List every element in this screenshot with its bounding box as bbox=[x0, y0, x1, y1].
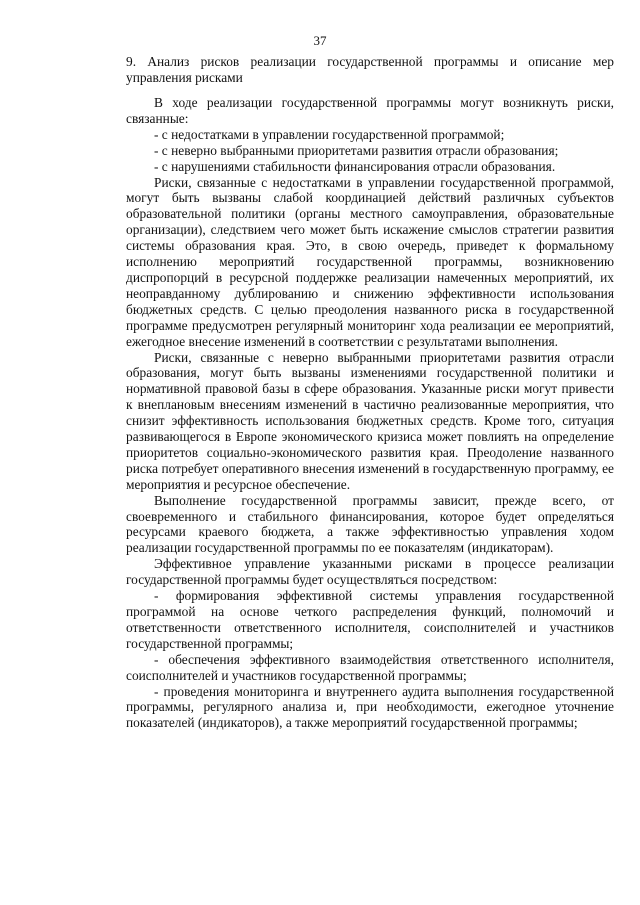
section-number: 9. bbox=[126, 54, 137, 69]
list-item-risk-financing: - с нарушениями стабильности финансирования отрасли образования. bbox=[154, 158, 556, 174]
paragraph-priority-risks: Риски, связанные с неверно выбранными приоритетами развития отрасли образования, могут быть вызваны изменениями государственной политики и нормативной правовой базы в сфере образования. Указанные риски могут привести к внеплановым внесениям изменений в частично реализованные мероприятия, что снизит эффективность использования бюджетных средств. Кроме того, ситуация развивающегося в Европе экономического кризиса может повлиять на определение приоритетов социально-экономического развития края. Преодоление названного риска потребует оперативного внесения изменений в государственную программу, ее мероприятия и ресурсное обеспечение. bbox=[126, 349, 614, 492]
list-item-management-system: - формирования эффективной системы управления государственной программой на основе четкого распределения функций, полномочий и ответственности ответственного исполнителя, соисполнителей и участников государственной программы; bbox=[126, 588, 614, 651]
paragraph-effective-management: Эффективное управление указанными рисками в процессе реализации государственной программы будет осуществляться посредством: bbox=[126, 556, 614, 588]
paragraph-intro: В ходе реализации государственной программы могут возникнуть риски, связанные: bbox=[126, 95, 614, 126]
list-item-risk-management: - с недостатками в управлении государственной программой; bbox=[154, 126, 505, 142]
section-heading bbox=[126, 54, 614, 85]
page-number: 37 bbox=[313, 33, 327, 48]
list-item-interaction: - обеспечения эффективного взаимодействия ответственного исполнителя, соисполнителей и участников государственной программы; bbox=[126, 651, 614, 683]
document-body bbox=[126, 95, 614, 731]
list-item-monitoring: - проведения мониторинга и внутреннего аудита выполнения государственной программы, регулярного анализа и, при необходимости, ежегодное уточнение показателей (индикаторов), а также мероприятий государственной программы; bbox=[126, 683, 614, 731]
paragraph-management-risks: Риски, связанные с недостатками в управлении государственной программой, могут быть вызваны слабой координацией действий различных субъектов образовательной политики (органы местного самоуправления, образовательные организации), следствием чего может быть искажение смыслов стратегии развития системы образования края. Это, в свою очередь, приведет к формальному исполнению мероприятий государственной программы, возникновению диспропорций в ресурсной поддержке реализации намеченных мероприятий, их неоправданному дублированию и снижению эффективности использования бюджетных средств. С целью преодоления названного риска в государственной программе предусмотрен регулярный мониторинг хода реализации ее мероприятий, ежегодное внесение изменений в соответствии с результатами выполнения. bbox=[126, 174, 614, 349]
section-title: Анализ рисков реализации государственной программы и описание мер управления рисками bbox=[126, 54, 614, 85]
list-item-risk-priorities: - с неверно выбранными приоритетами развития отрасли образования; bbox=[154, 142, 559, 158]
paragraph-financing: Выполнение государственной программы зависит, прежде всего, от своевременного и стабильного финансирования, которое будет определяться ресурсами краевого бюджета, а также эффективностью управления ходом реализации государственной программы по ее показателям (индикаторам). bbox=[126, 492, 614, 556]
